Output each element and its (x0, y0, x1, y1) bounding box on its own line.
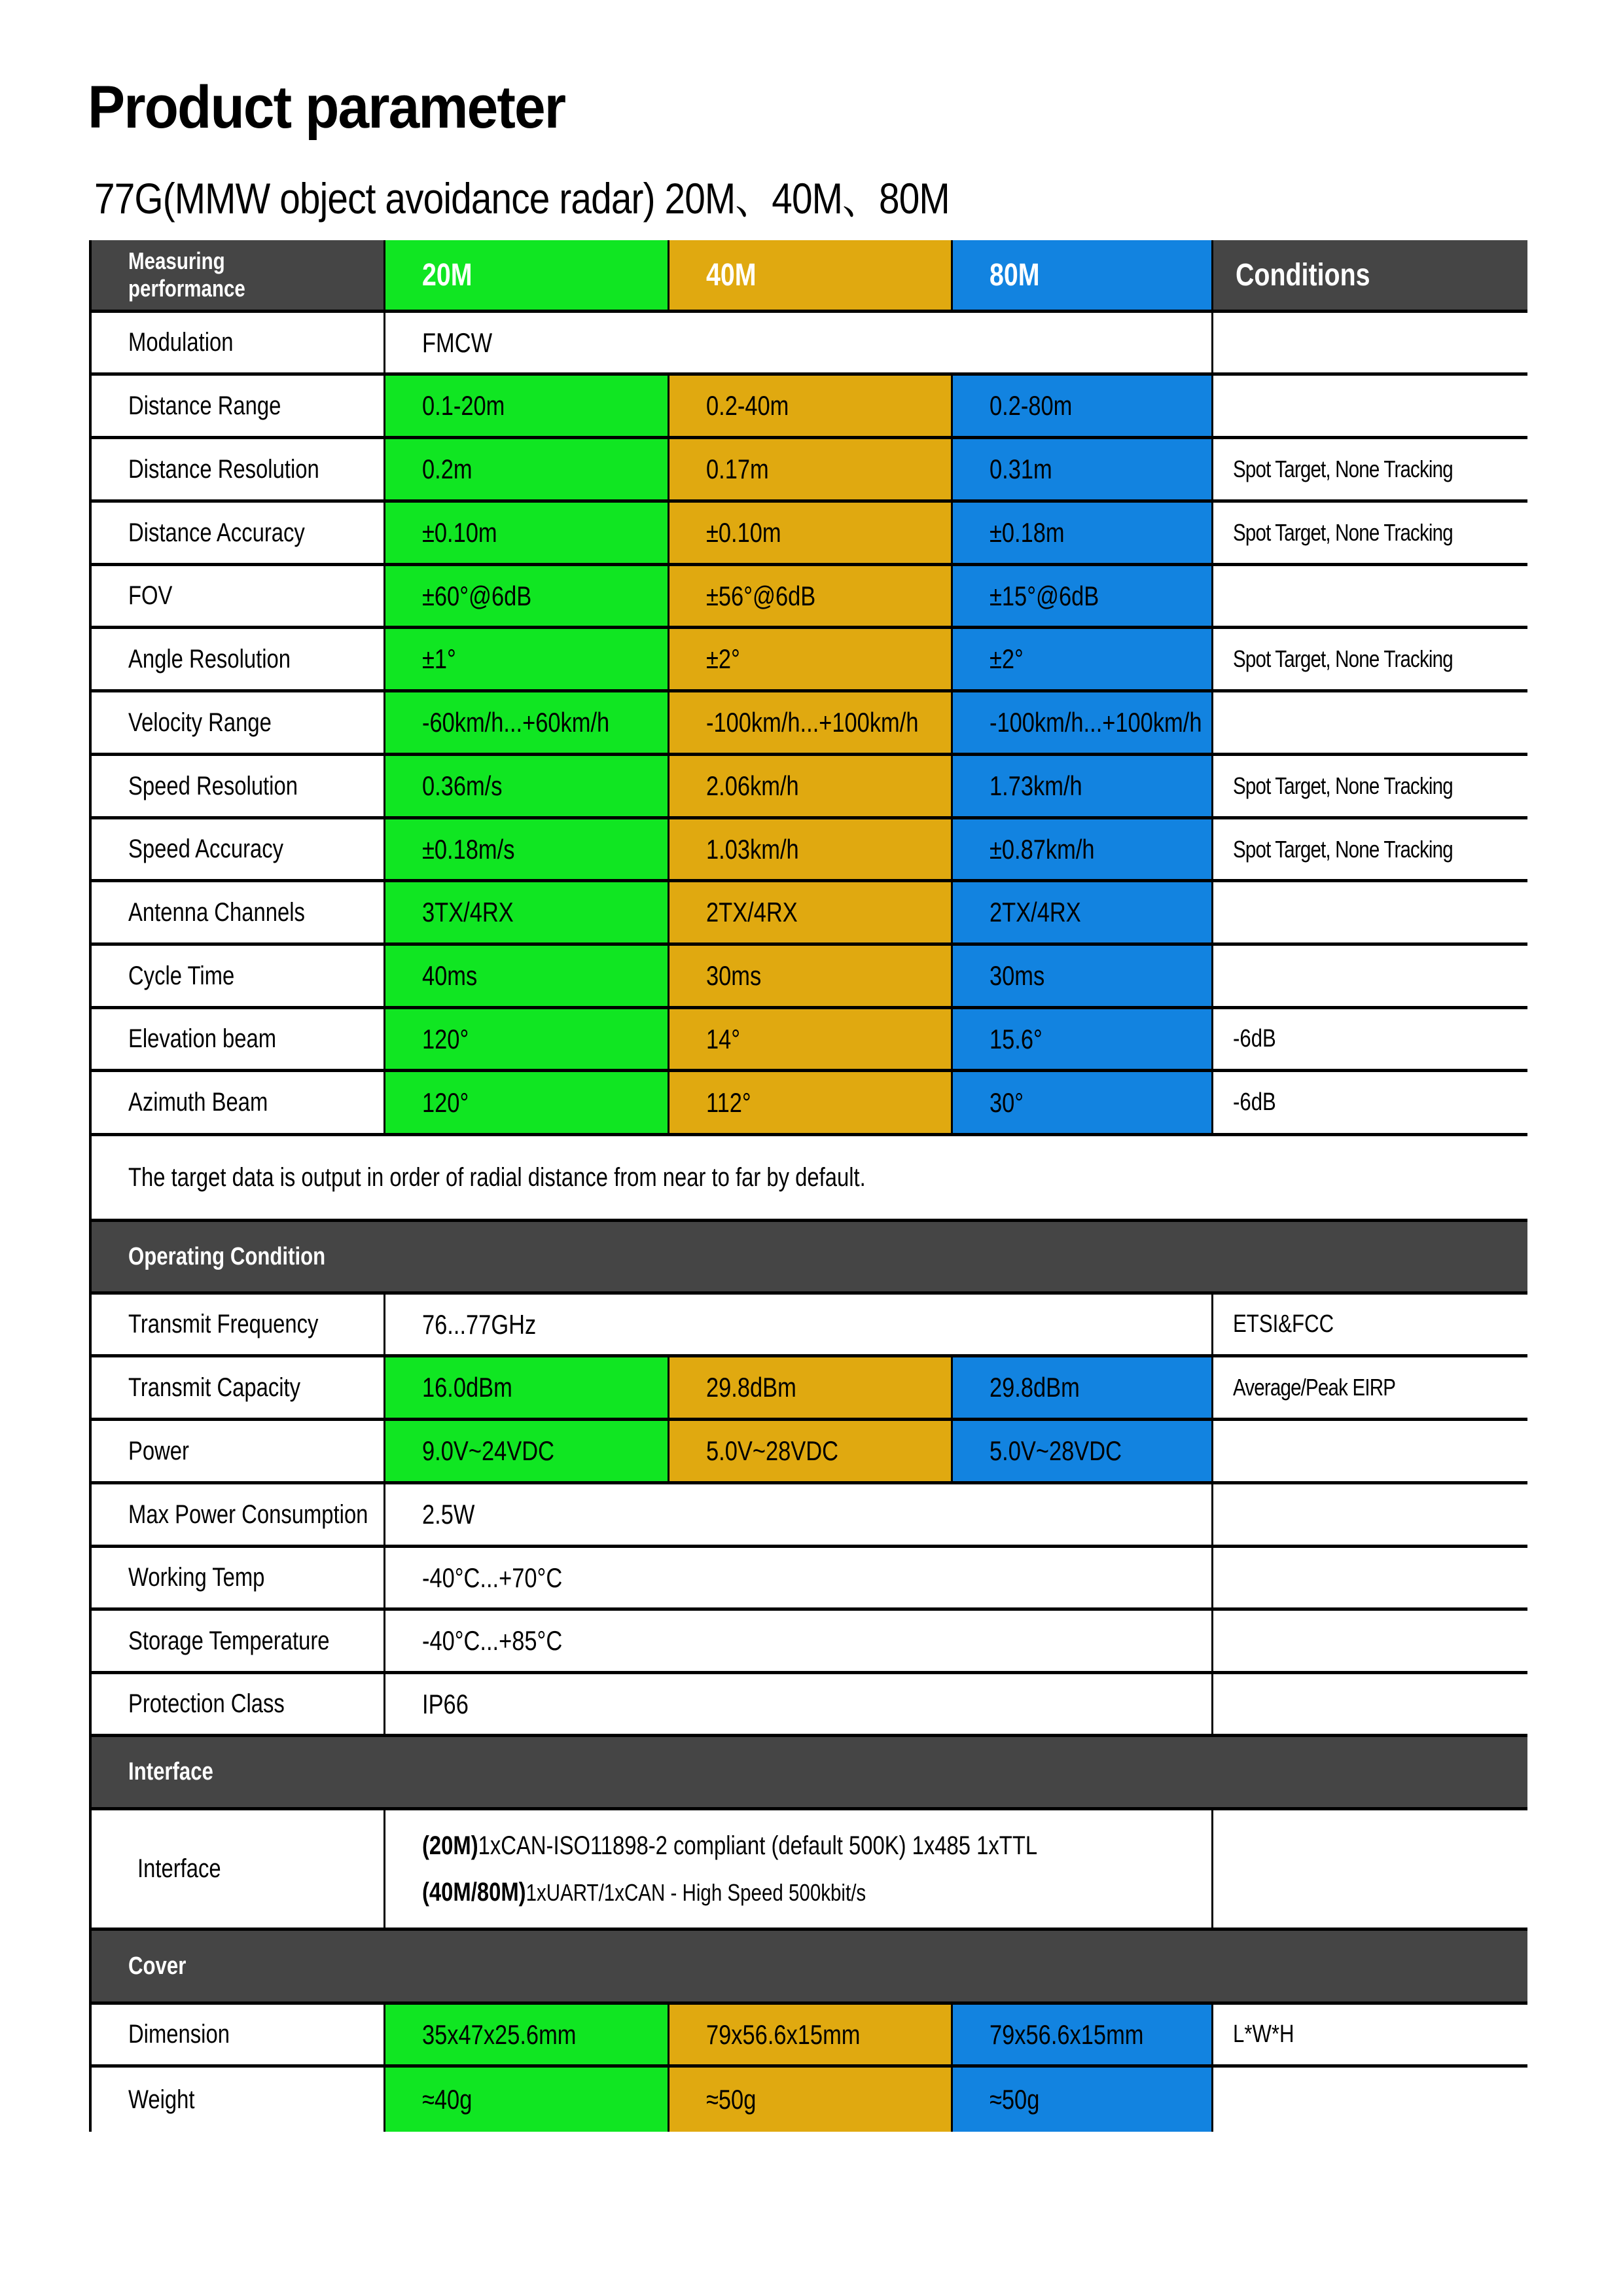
row-label: Distance Accuracy (128, 518, 305, 547)
merged-value-cell (385, 1674, 1213, 1737)
condition-cell (1213, 503, 1527, 566)
note-text: The target data is output in order of radial distance from near to far by default. (128, 1162, 866, 1192)
row-label: Storage Temperature (128, 1626, 330, 1655)
row-label: Speed Resolution (128, 771, 298, 800)
row-label-cell (92, 439, 385, 503)
row-value: 0.2-80m (990, 390, 1073, 421)
row-value: ±0.10m (706, 517, 781, 548)
value-cell-20m (385, 439, 669, 503)
row-label-cell (92, 1295, 385, 1357)
row-value: ±56°@6dB (706, 580, 816, 611)
value-cell-80m (953, 756, 1213, 819)
page-title: Product parameter (88, 74, 565, 141)
merged-value-cell (385, 1484, 1213, 1548)
row-value: ±0.10m (422, 517, 497, 548)
merged-value-cell (385, 1611, 1213, 1674)
row-value: 0.2-40m (706, 390, 789, 421)
row-label-cell (92, 1611, 385, 1674)
condition-cell (1213, 2005, 1527, 2068)
interface-line (422, 1878, 1037, 1907)
row-value: 14° (706, 1023, 741, 1054)
row-value: ±2° (990, 643, 1024, 674)
merged-value-cell (385, 313, 1213, 376)
row-label-cell (92, 1810, 385, 1931)
row-value: IP66 (422, 1688, 469, 1719)
value-cell-20m (385, 756, 669, 819)
value-cell-40m (669, 882, 953, 946)
row-value: 30° (990, 1086, 1024, 1118)
row-label: Cycle Time (128, 961, 235, 990)
row-value: 120° (422, 1023, 469, 1054)
value-cell-20m (385, 629, 669, 692)
condition-cell (1213, 313, 1527, 376)
row-value: 29.8dBm (706, 1372, 796, 1403)
row-value: -40°C...+70°C (422, 1562, 563, 1593)
row-value: 30ms (706, 960, 762, 991)
row-label-cell (92, 1072, 385, 1136)
header-conditions-label: Conditions (1236, 257, 1370, 293)
row-label-cell (92, 882, 385, 946)
value-cell-20m (385, 692, 669, 756)
row-value: -100km/h...+100km/h (990, 707, 1202, 738)
value-cell-40m (669, 1009, 953, 1072)
value-cell-80m (953, 1072, 1213, 1136)
row-value: ±60°@6dB (422, 580, 532, 611)
row-value: FMCW (422, 327, 493, 358)
row-value: 35x47x25.6mm (422, 2018, 577, 2050)
value-cell-20m (385, 376, 669, 439)
interface-line (422, 1831, 1037, 1861)
row-condition: -6dB (1233, 1088, 1276, 1116)
row-value: 29.8dBm (990, 1372, 1080, 1403)
row-label-cell (92, 1674, 385, 1737)
row-label-cell (92, 756, 385, 819)
interface-spec: 1xUART/1xCAN - High Speed 500kbit/s (526, 1878, 866, 1906)
section-interface-title: Interface (128, 1758, 213, 1785)
value-cell-20m (385, 819, 669, 882)
section-operating-title: Operating Condition (128, 1242, 326, 1270)
row-condition: Spot Target, None Tracking (1233, 835, 1453, 863)
header-model-label: 80M (990, 257, 1040, 293)
value-cell-40m (669, 566, 953, 629)
condition-cell (1213, 692, 1527, 756)
value-cell-20m (385, 1009, 669, 1072)
header-measuring-label: Measuring performance (128, 247, 245, 302)
row-value: -40°C...+85°C (422, 1625, 563, 1656)
condition-cell (1213, 1611, 1527, 1674)
row-value: -60km/h...+60km/h (422, 707, 610, 738)
row-condition: Spot Target, None Tracking (1233, 772, 1453, 799)
row-label: Angle Resolution (128, 644, 291, 673)
section-cover-title: Cover (128, 1952, 187, 1980)
value-cell-80m (953, 376, 1213, 439)
row-value: 112° (706, 1086, 751, 1118)
row-label-cell (92, 1548, 385, 1611)
row-condition: Spot Target, None Tracking (1233, 645, 1453, 672)
condition-cell (1213, 1009, 1527, 1072)
row-value: 0.2m (422, 454, 473, 484)
row-condition: Spot Target, None Tracking (1233, 519, 1453, 546)
row-value: 120° (422, 1086, 469, 1118)
row-value: ±0.18m (990, 517, 1065, 548)
row-value: 0.17m (706, 454, 769, 484)
row-label: FOV (128, 581, 173, 610)
condition-cell (1213, 1810, 1527, 1931)
condition-cell (1213, 756, 1527, 819)
condition-cell (1213, 2068, 1527, 2132)
condition-cell (1213, 566, 1527, 629)
page-subtitle: 77G(MMW object avoidance radar) 20M、40M、80M (94, 174, 950, 223)
header-model-20m (385, 240, 669, 313)
interface-model-tag: (40M/80M) (422, 1877, 526, 1907)
row-value: 0.1-20m (422, 390, 505, 421)
row-label: Power (128, 1436, 189, 1465)
value-cell-40m (669, 629, 953, 692)
condition-cell (1213, 439, 1527, 503)
row-label: Distance Resolution (128, 454, 319, 484)
row-label: Weight (128, 2085, 195, 2114)
value-cell-80m (953, 439, 1213, 503)
row-value: 16.0dBm (422, 1372, 512, 1403)
condition-cell (1213, 1357, 1527, 1421)
row-label-cell (92, 1357, 385, 1421)
section-operating (92, 1222, 1527, 1295)
value-cell-20m (385, 2068, 669, 2132)
row-value: 3TX/4RX (422, 897, 514, 927)
row-value: 2TX/4RX (990, 897, 1081, 927)
row-label: Interface (137, 1854, 221, 1883)
condition-cell (1213, 1484, 1527, 1548)
row-label: Elevation beam (128, 1024, 277, 1053)
merged-value-cell (385, 1548, 1213, 1611)
condition-cell (1213, 376, 1527, 439)
parameter-table (89, 240, 1527, 2132)
interface-model-tag: (20M) (422, 1831, 478, 1860)
condition-cell (1213, 1548, 1527, 1611)
row-label-cell (92, 629, 385, 692)
header-measuring-cell (92, 240, 385, 313)
value-cell-40m (669, 819, 953, 882)
value-cell-40m (669, 1072, 953, 1136)
header-model-label: 20M (422, 257, 473, 293)
condition-cell (1213, 819, 1527, 882)
value-cell-40m (669, 946, 953, 1009)
condition-cell (1213, 1421, 1527, 1484)
value-cell-40m (669, 1357, 953, 1421)
value-cell-80m (953, 692, 1213, 756)
condition-cell (1213, 1072, 1527, 1136)
row-label-cell (92, 503, 385, 566)
row-label-cell (92, 2005, 385, 2068)
row-value: ≈50g (990, 2084, 1040, 2115)
value-cell-80m (953, 2005, 1213, 2068)
row-label-cell (92, 819, 385, 882)
condition-cell (1213, 946, 1527, 1009)
row-condition: L*W*H (1233, 2020, 1294, 2048)
row-value: 0.31m (990, 454, 1052, 484)
row-value: 30ms (990, 960, 1045, 991)
row-condition: Average/Peak EIRP (1233, 1374, 1396, 1401)
row-label: Protection Class (128, 1689, 285, 1718)
row-label: Distance Range (128, 391, 281, 420)
value-cell-80m (953, 503, 1213, 566)
row-value: 79x56.6x15mm (990, 2018, 1144, 2050)
row-label: Speed Accuracy (128, 834, 284, 863)
row-label-cell (92, 1484, 385, 1548)
row-label: Transmit Frequency (128, 1310, 319, 1338)
value-cell-20m (385, 882, 669, 946)
condition-cell (1213, 882, 1527, 946)
row-value: 1.73km/h (990, 770, 1082, 801)
header-model-40m (669, 240, 953, 313)
note-row (92, 1136, 1527, 1222)
row-value: ≈40g (422, 2084, 473, 2115)
value-cell-20m (385, 503, 669, 566)
row-value: 2.06km/h (706, 770, 799, 801)
row-label-cell (92, 313, 385, 376)
value-cell-20m (385, 1072, 669, 1136)
row-label: Working Temp (128, 1563, 265, 1592)
value-cell-40m (669, 2005, 953, 2068)
merged-value-cell (385, 1295, 1213, 1357)
row-value: 40ms (422, 960, 478, 991)
row-value: 1.03km/h (706, 833, 799, 865)
row-condition: Spot Target, None Tracking (1233, 456, 1453, 482)
condition-cell (1213, 1295, 1527, 1357)
row-label: Dimension (128, 2020, 230, 2049)
row-label: Velocity Range (128, 708, 272, 737)
row-value: ≈50g (706, 2084, 757, 2115)
condition-cell (1213, 629, 1527, 692)
row-value: ±1° (422, 643, 456, 674)
value-cell-40m (669, 376, 953, 439)
section-interface (92, 1737, 1527, 1810)
value-cell-80m (953, 2068, 1213, 2132)
row-label: Transmit Capacity (128, 1372, 301, 1402)
value-cell-40m (669, 756, 953, 819)
value-cell-40m (669, 1421, 953, 1484)
value-cell-20m (385, 1421, 669, 1484)
row-label-cell (92, 376, 385, 439)
row-label: Max Power Consumption (128, 1499, 368, 1529)
value-cell-40m (669, 2068, 953, 2132)
row-value: 2.5W (422, 1499, 475, 1530)
row-label: Azimuth Beam (128, 1088, 268, 1117)
row-value: 0.36m/s (422, 770, 503, 801)
header-conditions (1213, 240, 1527, 313)
value-cell-80m (953, 882, 1213, 946)
value-cell-20m (385, 566, 669, 629)
row-label: Antenna Channels (128, 897, 305, 927)
value-cell-20m (385, 946, 669, 1009)
row-value: 9.0V~24VDC (422, 1435, 554, 1466)
value-cell-40m (669, 503, 953, 566)
section-cover (92, 1931, 1527, 2005)
value-cell-40m (669, 439, 953, 503)
row-value: -100km/h...+100km/h (706, 707, 919, 738)
interface-value-cell (385, 1810, 1213, 1931)
value-cell-80m (953, 819, 1213, 882)
row-label-cell (92, 1421, 385, 1484)
row-condition: ETSI&FCC (1233, 1310, 1334, 1338)
row-label-cell (92, 692, 385, 756)
row-label-cell (92, 946, 385, 1009)
row-value: ±0.18m/s (422, 833, 515, 865)
row-condition: -6dB (1233, 1025, 1276, 1052)
condition-cell (1213, 1674, 1527, 1737)
row-value: 15.6° (990, 1023, 1043, 1054)
interface-lines (385, 1831, 1172, 1907)
row-label: Modulation (128, 328, 234, 357)
row-value: 2TX/4RX (706, 897, 798, 927)
row-value: 76...77GHz (422, 1308, 537, 1340)
row-label-cell (92, 1009, 385, 1072)
interface-spec: 1xCAN-ISO11898-2 compliant (default 500K) 1x485 1xTTL (478, 1831, 1038, 1860)
value-cell-80m (953, 566, 1213, 629)
row-value: ±15°@6dB (990, 580, 1099, 611)
row-value: 5.0V~28VDC (990, 1435, 1122, 1466)
header-model-label: 40M (706, 257, 757, 293)
row-value: 79x56.6x15mm (706, 2018, 861, 2050)
value-cell-20m (385, 2005, 669, 2068)
value-cell-20m (385, 1357, 669, 1421)
row-label-cell (92, 2068, 385, 2132)
value-cell-80m (953, 1357, 1213, 1421)
row-value: ±0.87km/h (990, 833, 1095, 865)
value-cell-80m (953, 1009, 1213, 1072)
row-value: 5.0V~28VDC (706, 1435, 838, 1466)
value-cell-40m (669, 692, 953, 756)
value-cell-80m (953, 1421, 1213, 1484)
value-cell-80m (953, 946, 1213, 1009)
value-cell-80m (953, 629, 1213, 692)
row-value: ±2° (706, 643, 740, 674)
row-label-cell (92, 566, 385, 629)
header-model-80m (953, 240, 1213, 313)
